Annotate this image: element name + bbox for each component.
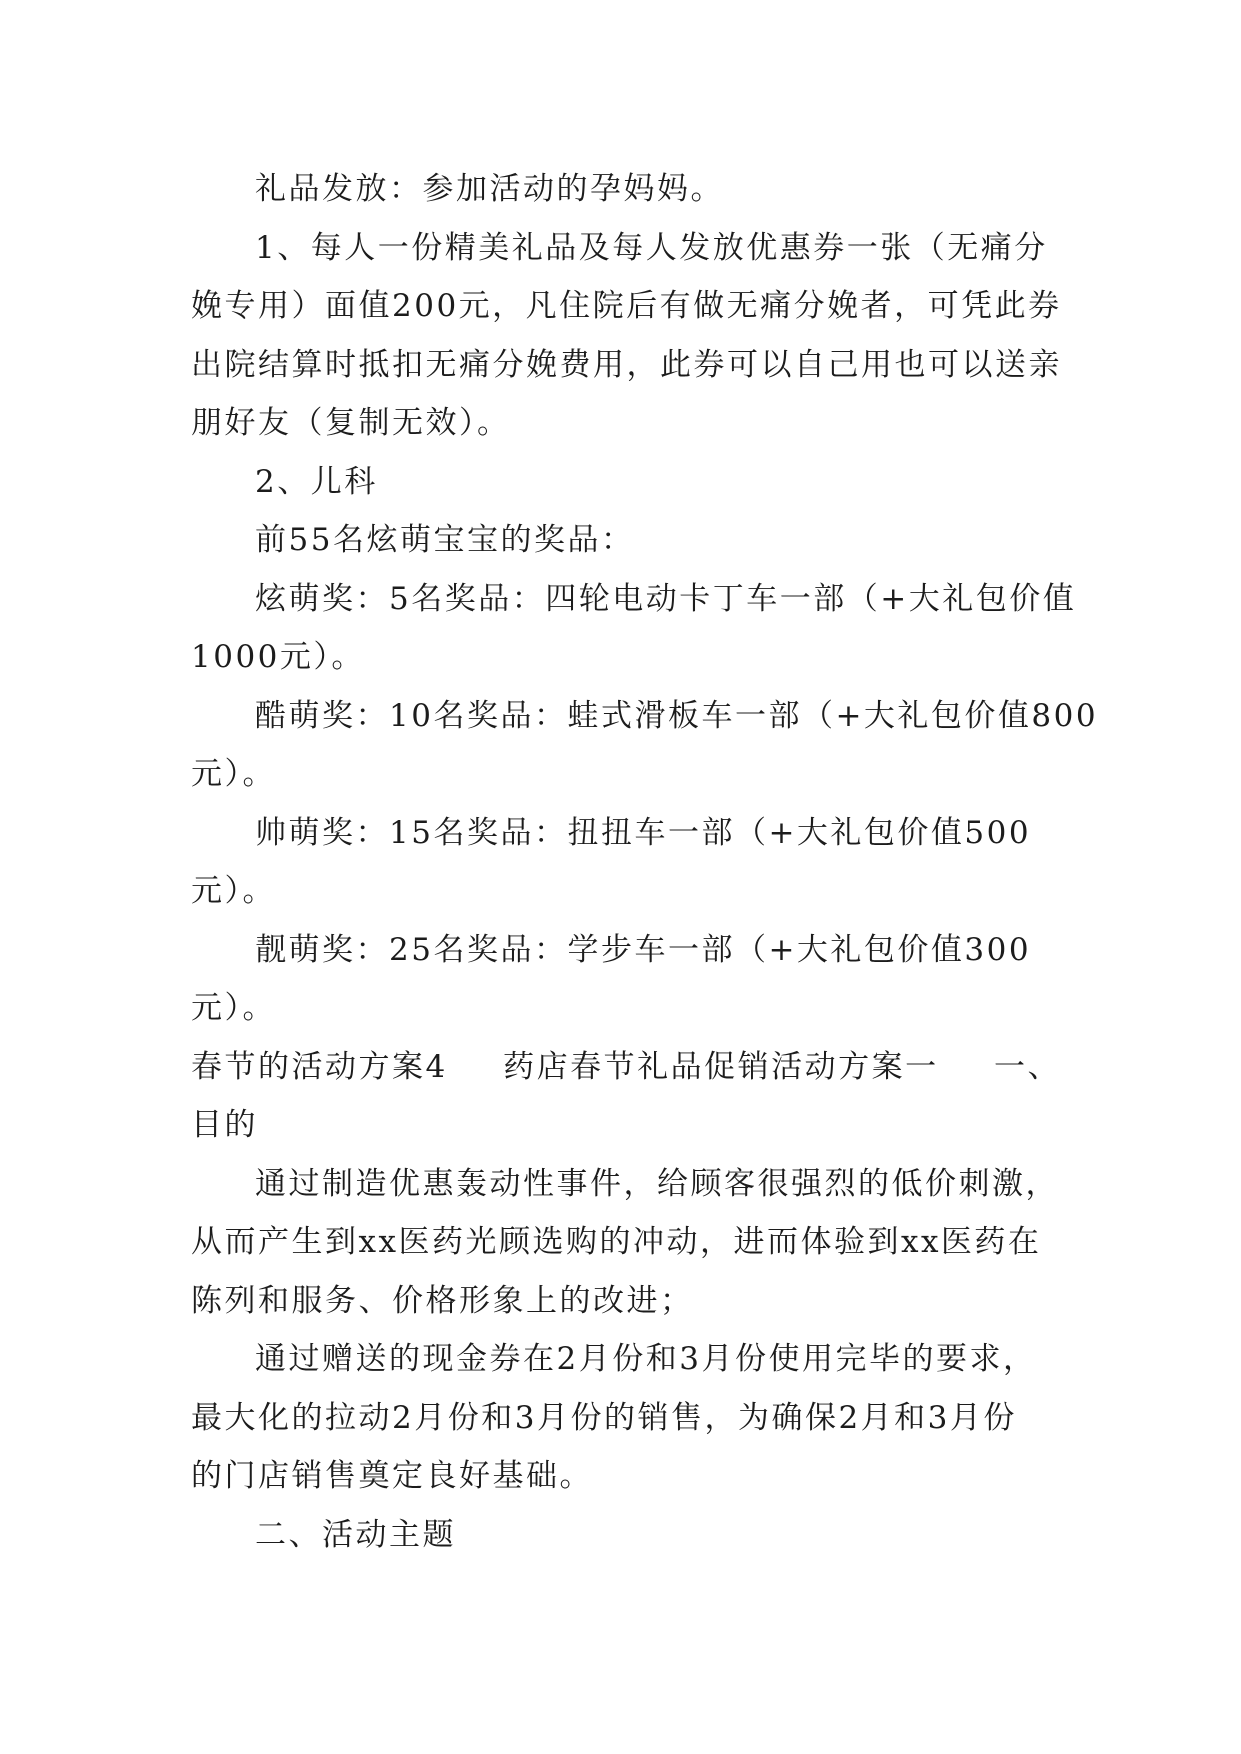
paragraph-line: 前55名炫萌宝宝的奖品： [255, 522, 635, 558]
paragraph-line: 陈列和服务、价格形象上的改进； [191, 1282, 694, 1319]
paragraph-line: 通过赠送的现金券在2月份和3月份使用完毕的要求， [255, 1341, 1037, 1377]
paragraph-line: 目的 [191, 1107, 258, 1143]
section-heading-row [191, 1038, 1061, 1097]
paragraph-line: 娩专用）面值200元，凡住院后有做无痛分娩者，可凭此券 [191, 288, 1062, 324]
heading-part-subtitle: 药店春节礼品促销活动方案一 [503, 1048, 939, 1085]
paragraph-line: 炫萌奖：5名奖品：四轮电动卡丁车一部（+大礼包价值 [255, 580, 1077, 617]
paragraph-line: 帅萌奖：15名奖品：扭扭车一部（+大礼包价值500 [255, 814, 1032, 851]
heading-part-title: 春节的活动方案4 [191, 1048, 448, 1085]
paragraph-line: 1000元）。 [191, 639, 365, 675]
paragraph-line: 出院结算时抵扣无痛分娩费用，此券可以自己用也可以送亲 [191, 346, 1062, 383]
paragraph-line: 1、每人一份精美礼品及每人发放优惠券一张（无痛分 [255, 229, 1048, 266]
paragraph-line: 元）。 [191, 756, 276, 792]
paragraph-line: 二、活动主题 [255, 1516, 456, 1553]
paragraph-line: 朋好友（复制无效）。 [191, 405, 511, 441]
paragraph-line: 靓萌奖：25名奖品：学步车一部（+大礼包价值300 [255, 931, 1032, 968]
heading-part-number: 一、 [993, 1048, 1061, 1085]
paragraph-line: 2、儿科 [255, 463, 378, 500]
paragraph-line: 通过制造优惠轰动性事件，给顾客很强烈的低价刺激， [255, 1165, 1059, 1202]
document-body [191, 160, 1099, 1564]
paragraph-line: 的门店销售奠定良好基础。 [191, 1458, 593, 1494]
paragraph-line: 元）。 [191, 990, 276, 1026]
paragraph-line: 最大化的拉动2月份和3月份的销售，为确保2月和3月份 [191, 1399, 1017, 1436]
paragraph-line: 礼品发放：参加活动的孕妈妈。 [255, 171, 724, 207]
paragraph-line: 元）。 [191, 873, 276, 909]
paragraph-line: 酷萌奖：10名奖品：蛙式滑板车一部（+大礼包价值800 [255, 697, 1099, 734]
paragraph-line: 从而产生到xx医药光顾选购的冲动，进而体验到xx医药在 [191, 1224, 1042, 1260]
